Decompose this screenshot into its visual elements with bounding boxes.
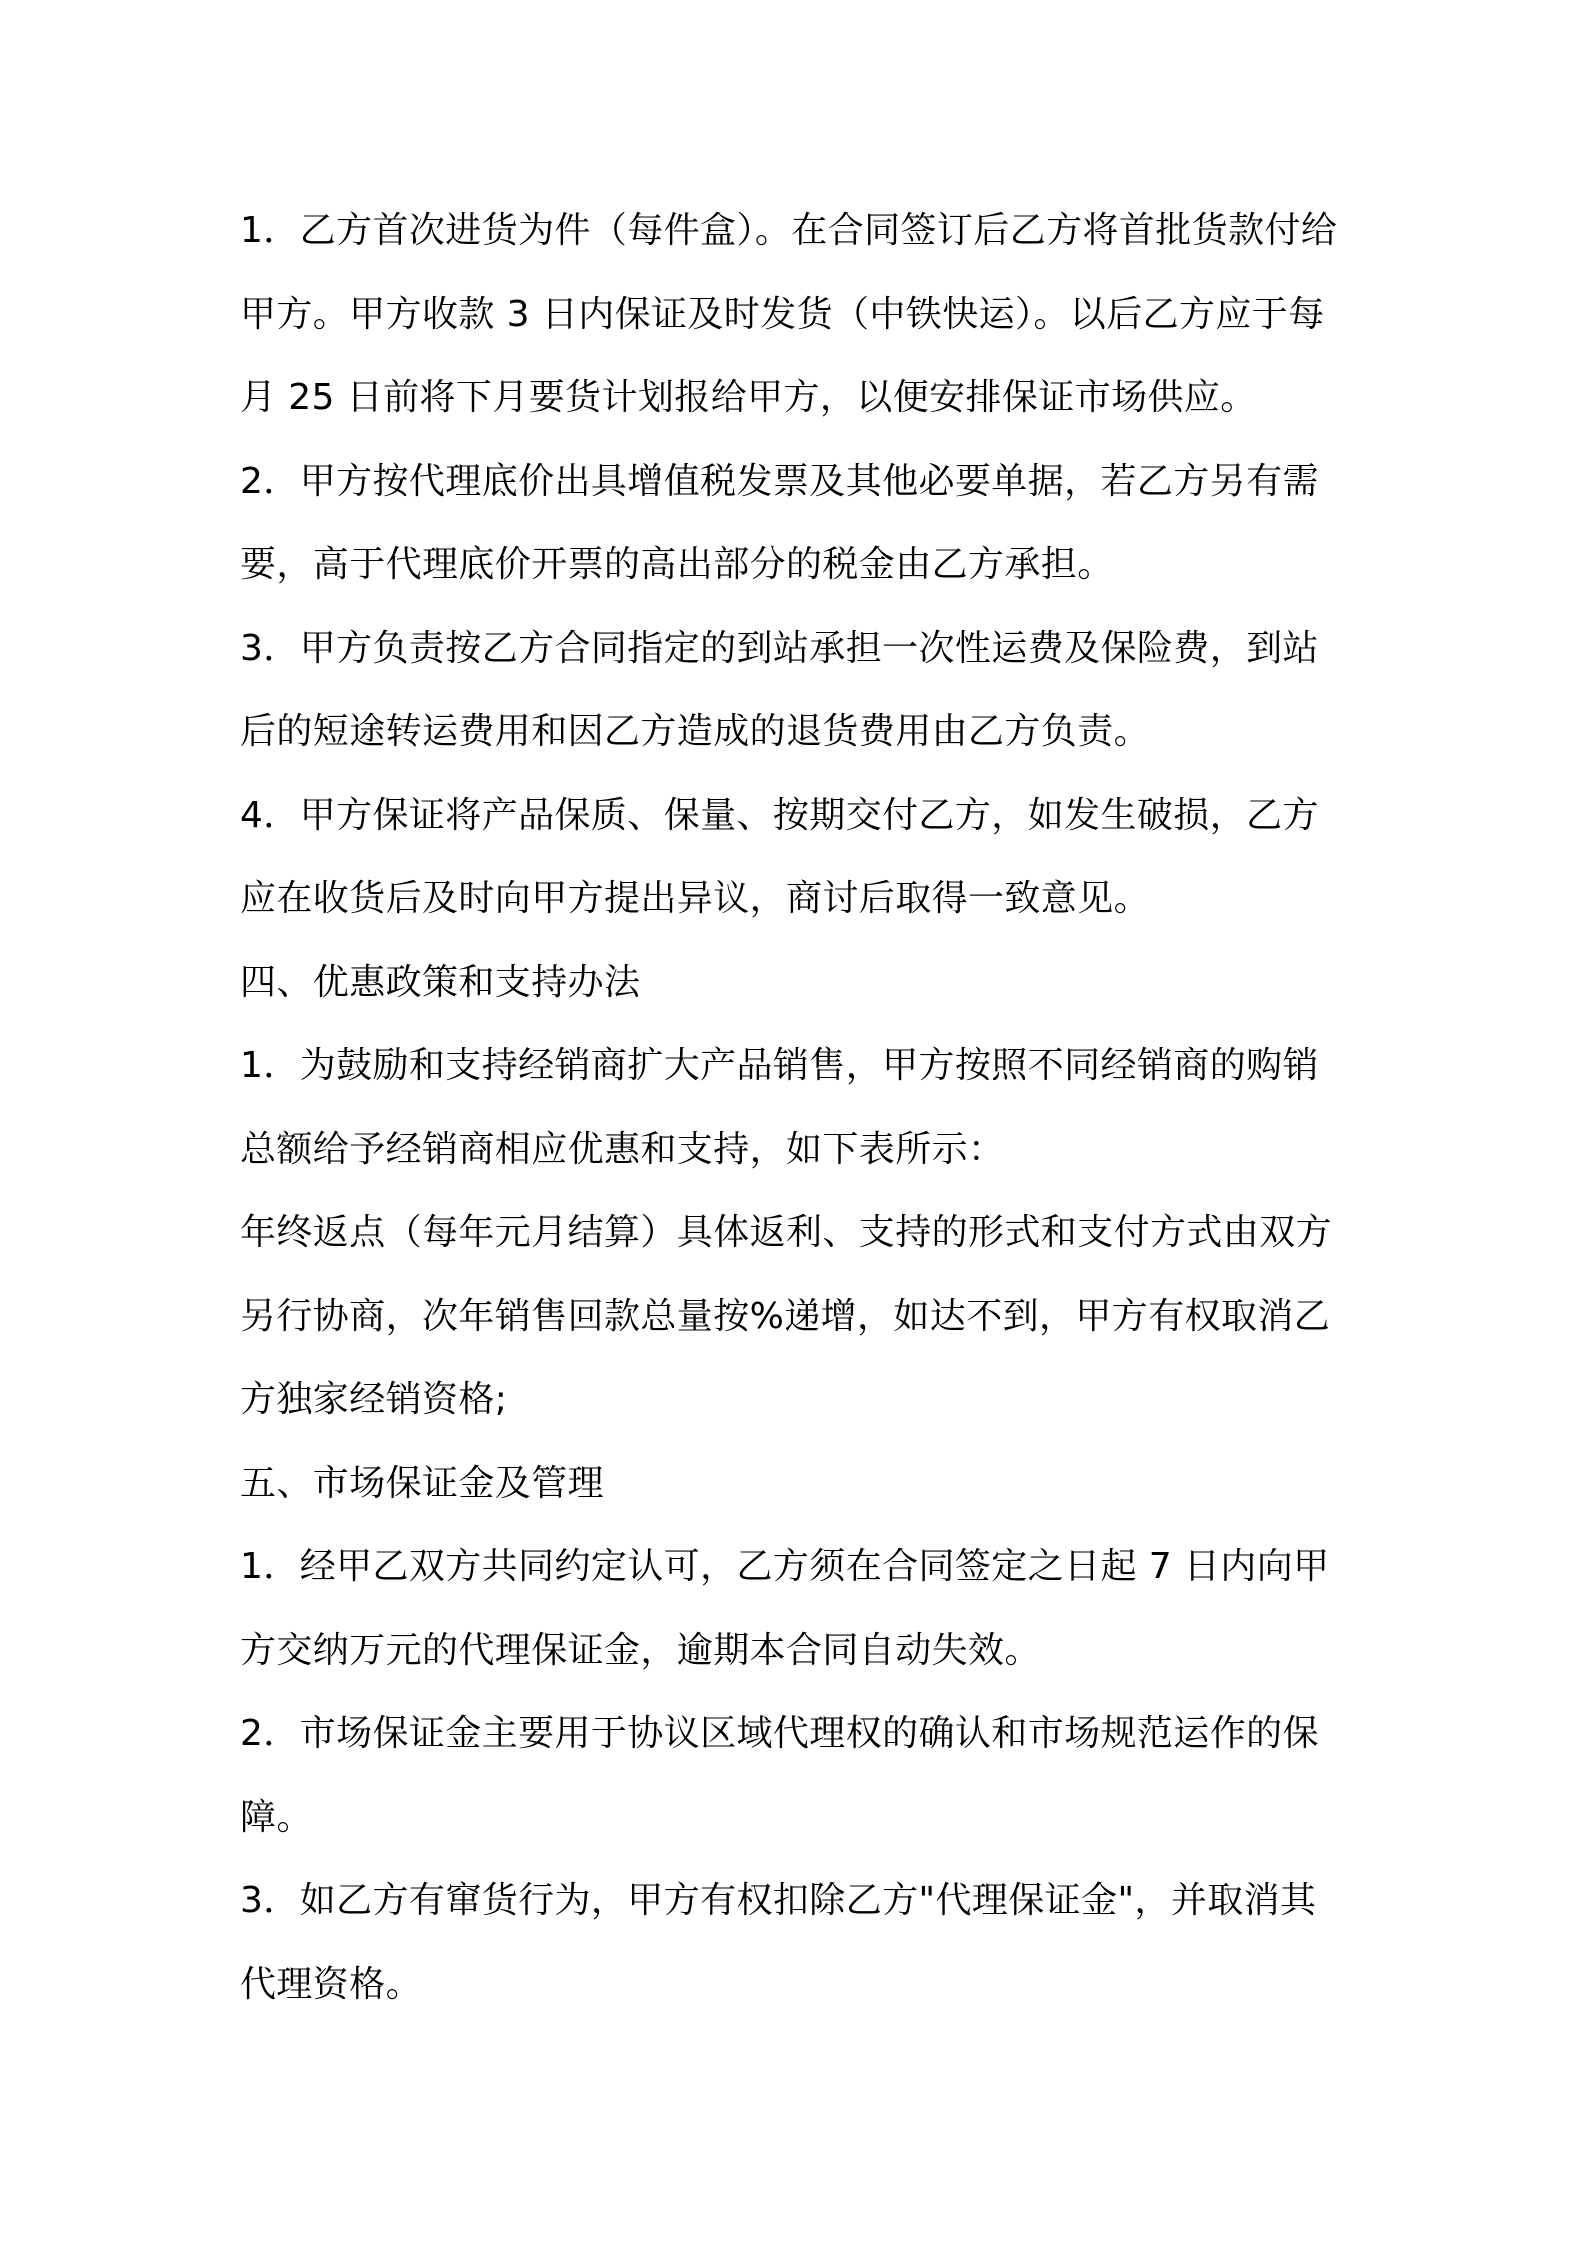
paragraph-quality: 4．甲方保证将产品保质、保量、按期交付乙方，如发生破损，乙方应在收货后及时向甲方提出异议，商讨后取得一致意见。	[240, 794, 1319, 919]
document-body	[240, 189, 1348, 2026]
paragraph-year-end-rebate: 年终返点（每年元月结算）具体返利、支持的形式和支付方式由双方另行协商，次年销售回款总量按%递增，如达不到，甲方有权取消乙方独家经销资格;	[240, 1212, 1333, 1420]
paragraph-deposit-purpose: 2．市场保证金主要用于协议区域代理权的确认和市场规范运作的保障。	[240, 1713, 1319, 1838]
section-heading-incentives: 四、优惠政策和支持办法	[240, 961, 641, 1003]
section-heading-deposit: 五、市场保证金及管理	[240, 1462, 605, 1504]
paragraph-incentive-support: 1．为鼓励和支持经销商扩大产品销售，甲方按照不同经销商的购销总额给予经销商相应优惠和支持，如下表所示：	[240, 1045, 1319, 1170]
paragraph-freight: 3．甲方负责按乙方合同指定的到站承担一次性运费及保险费，到站后的短途转运费用和因乙方造成的退货费用由乙方负责。	[240, 627, 1319, 752]
paragraph-deposit-payment: 1．经甲乙双方共同约定认可，乙方须在合同签定之日起 7 日内向甲方交纳万元的代理保证金，逾期本合同自动失效。	[240, 1546, 1330, 1671]
paragraph-first-shipment: 1．乙方首次进货为件（每件盒）。在合同签订后乙方将首批货款付给甲方。甲方收款 3 日内保证及时发货（中铁快运）。以后乙方应于每月 25 日前将下月要货计划报给甲方，以便安排保证市场供应。	[240, 210, 1338, 418]
paragraph-cross-region-sales: 3．如乙方有窜货行为，甲方有权扣除乙方"代理保证金"，并取消其代理资格。	[240, 1880, 1317, 2005]
paragraph-invoice: 2．甲方按代理底价出具增值税发票及其他必要单据，若乙方另有需要，高于代理底价开票的高出部分的税金由乙方承担。	[240, 460, 1319, 585]
